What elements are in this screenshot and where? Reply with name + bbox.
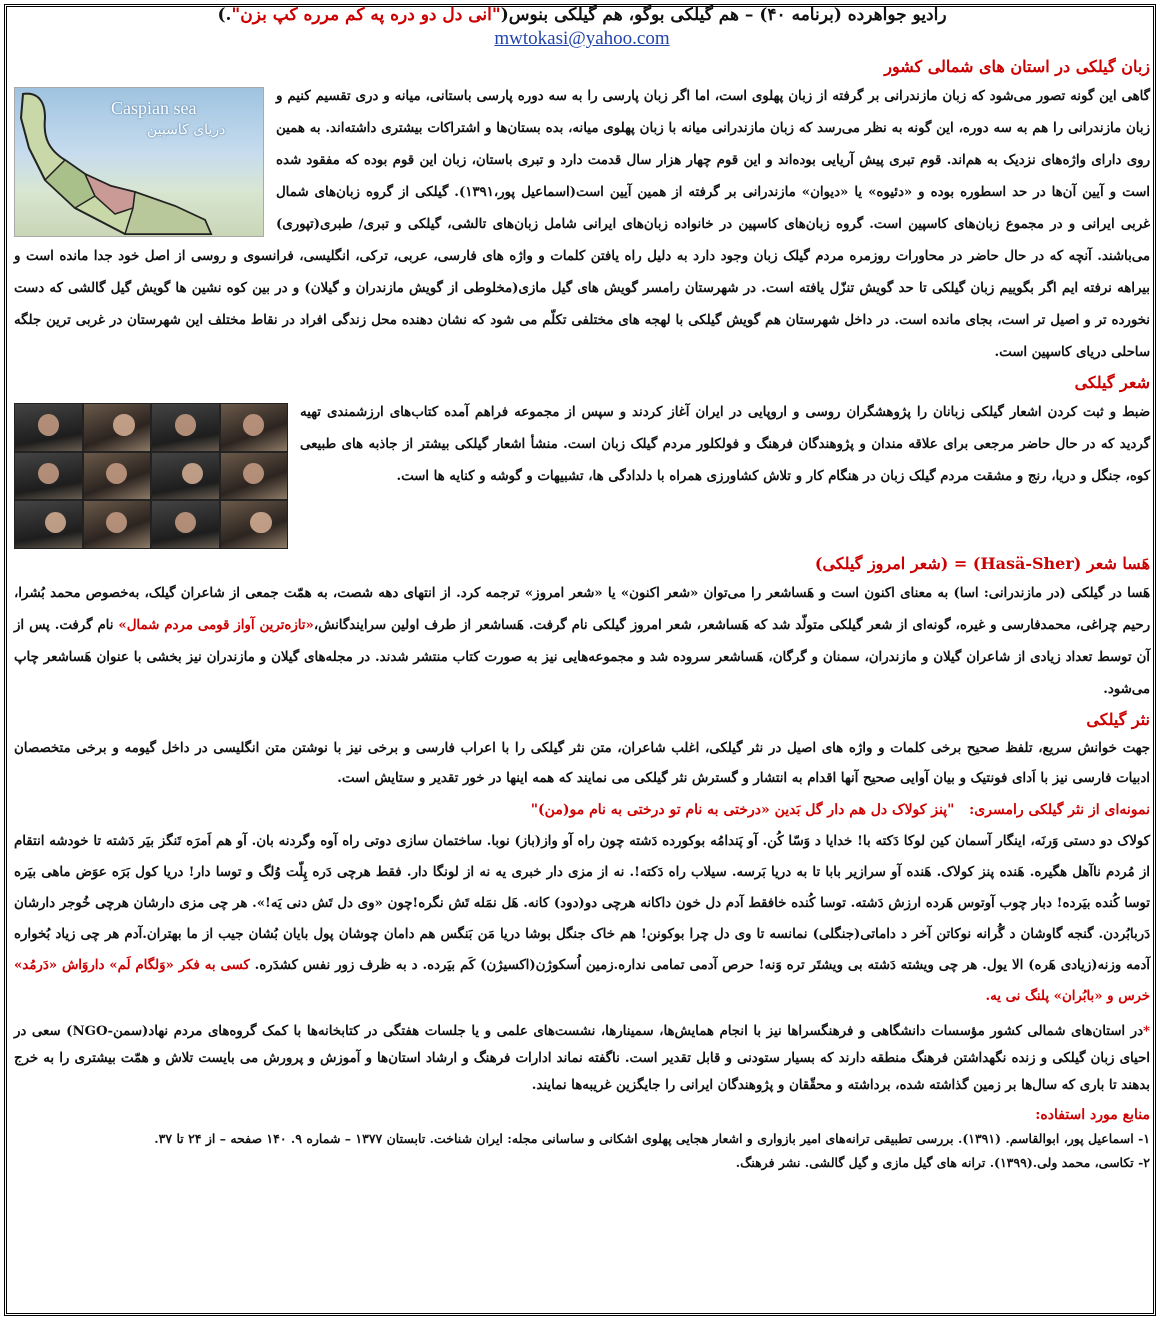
section-heading-hasa-sher: هَسا شعر (Hasä-Sher) = (شعر امروز گیلکی) [814,554,1150,573]
references-section [14,1103,1150,1175]
photo-tile [221,453,288,500]
photo-tile [221,501,288,548]
institutions-text: در استان‌های شمالی کشور مؤسسات دانشگاهی و فرهنگسراها نیز با انجام همایش‌ها، سمینارها، نشست‌های علمی و یا جلسات هفتگی در کتابخانه‌ها با کمک گروه‌های مردم نهاد(سمن-NGO) سعی در احیای زبان گیلکی و زنده نگهداشتن فرهنگ منطقه دارند که بسیار ستودنی و قابل تقدیر است. ناگفته نماند ادارات فرهنگ و ارشاد استان‌ها و آموزش و پرورش می بایست تلاش و همّت بیشتری را به خرج بدهند تا باری که سال‌ها بر زمین گذاشته شده، برداشته و محقّقان و پژوهندگان ایرانی را جایگزین غریبه‌ها نمایند. [14,1024,1150,1093]
map-label-en: Caspian sea [111,98,197,118]
hasa-body-b: نام گرفت. پس از آن توسط تعداد زیادی از شاعران گیلان و مازندران، سمنان و گرگان، هَساشعر سروده شد و مجموعه‌هایی نیز به صورت کتاب منتشر شدند. در مجله‌های گیلان و مازندران نیز بخشی با عنوان هَساشعر چاپ می‌شود. [14,618,1150,697]
photo-tile [152,501,219,548]
map-label-fa: دریای کاسپین [147,122,226,138]
star-icon: * [1143,1024,1150,1039]
reference-item: ۱- اسماعیل پور، ابوالقاسم. (۱۳۹۱). بررسی تطبیقی ترانه‌های امیر بازواری و اشعار هجایی پهلوی اشکانی و ساسانی مجله: ایران شناخت. تابستان ۱۳۷۷ – شماره ۹. ۱۴۰ صفحه – از ۲۴ تا ۳۷. [154,1131,1150,1146]
photo-tile [84,453,151,500]
section-body-institutions [14,1018,1150,1099]
hasa-body-a: هَسا در گیلکی (در مازندرانی: اسا) به معنای اکنون است و هَساشعر را می‌توان «شعر اکنون» یا «شعر امروز» ترجمه کرد. از انتهای دهه شصت، به همّت جمعی از شاعران گیلک، به‌خصوص محمد بُشرا، رحیم چراغی، محمدفارسی و غیره، گونه‌ای از شعر گیلکی متولّد شد که هَساشعر، شعر امروز گیلکی نام گرفت. هَساشعر از طرف اولین سرایندگانش، [14,586,1150,633]
photo-tile [15,404,82,451]
prose-sample-label: نمونه‌ای از نثر گیلکی رامسری: [969,802,1150,818]
section-body-gilaki-poetry: ضبط و ثبت کردن اشعار گیلکی زبانان را پژوهشگران روسی و اروپایی در ایران آغاز کردند و سپس از مجموعه فراهم آمده کتاب‌های ارزشمندی تهیه گردید که در حال حاضر مرجعی برای علاقه مندان و پژوهندگان فرهنگ و فولکلور مردم گیلک زبان است. منشأ اشعار گیلکی بیشتر از جاذبه های طبیعی کوه، جنگل و دریا، رنج و مشقت مردم گیلک زبان در هنگام کار و تلاش کشاورزی همراه با دلدادگی ها، تشبیهات و گوشه و کنایه ها است. [300,405,1150,484]
section-body-hasa-sher [14,578,1150,706]
hasa-body-red: «تازه‌ترین آواز قومی مردم شمال» [118,618,314,633]
title-end: .) [217,5,232,25]
prose-sample-red: کسی به فکر «وَلگام لَم» داروَاش «دَرمُد» خرس و «بابُران» پلنگ نی یه. [14,958,1150,1004]
photo-tile [152,404,219,451]
title-main: رادیو جواهرده (برنامه ۴۰) – هم گیلکی بوگو، هم گیلکی بنوس( [500,5,947,25]
poets-photo-collage [14,403,288,549]
page-title [14,4,1150,26]
photo-tile [15,501,82,548]
section-heading-gilaki-prose: نثر گیلکی [1086,710,1150,729]
prose-sample-body [14,826,1150,1012]
photo-tile [15,453,82,500]
references-heading: منابع مورد استفاده: [1035,1107,1150,1123]
section-body-gilaki-language: گاهی این گونه تصور می‌شود که زبان مازندرانی بر گرفته از زبان پهلوی است، اما اگر زبان پارسی را به سه دوره پارسی باستانی، میانه و دری تقسیم کنیم و زبان مازندرانی را هم به سه دوره، این گونه به نظر می‌رسد که زبان مازندرانی میانه با زبان پهلوی میانه، بده بستان‌ها و اشتراکات بیشتری داشته‌اند. به همین روی دارای واژه‌های نزدیک به هم‌اند. قوم تبری پیش آریایی بوده‌اند و این قوم چهار هزار سال قدمت دارد و تبری باستان، زبان این قوم بوده که مفقود شده است و آیین آن‌ها در حد اسطوره بوده و «دئیوه» یا «دیوان» مازندرانی بر گرفته از همین آیین است(اسماعیل پور،۱۳۹۱). گیلکی از گروه زبان‌های شمال غربی ایرانی و در مجموع زبان‌های کاسپین است. گروه زبان‌های کاسپین در خانواده زبان‌های ایرانی شامل زبان‌های تالشی، گیلکی و تبری/ طبری(تپوری) می‌باشند. آنچه که در حال حاضر در محاورات روزمره مردم گیلک زبان وجود دارد به دلیل راه یافتن کلمات و واژه های فارسی، عربی، ترکی، انگلیسی، فرانسوی و روسی از اصل خود جدا مانده است و بیراهه نرفته ایم اگر بگوییم زبان گیلکی تا حد گویش تنزّل یافته است. در شهرستان رامسر گویش های گیل مازی(مخلوطی از گویش مازندران و گیلان) و در بین کوه نشین ها گویش گیل گالشی که دست نخورده تر و اصیل تر است، بجای مانده است. در داخل شهرستان هم گویش گیلکی با لهجه های مختلفی تکلّم می شود که نشان دهنده محل زندگی افراد در نقاط مختلف این شهرستان در غربی ترین جلگه ساحلی دریای کاسپین است. [14,89,1150,360]
section-heading-gilaki-poetry: شعر گیلکی [1074,373,1150,392]
document-page [14,4,1150,1316]
caspian-map-image [14,87,264,237]
reference-item: ۲- تکاسی، محمد ولی.(۱۳۹۹). ترانه های گیل مازی و گیل گالشی. نشر فرهنگ. [735,1155,1150,1170]
photo-tile [84,404,151,451]
prose-sample-heading [14,796,1150,824]
prose-sample-title: "پنز کولاک دل هم دار گل بَدین «درختی به نام تو درختی به نام مو(من)" [530,802,955,818]
photo-tile [84,501,151,548]
section-body-gilaki-prose: جهت خوانش سریع، تلفظ صحیح برخی کلمات و واژه های اصیل در نثر گیلکی، اغلب شاعران، متن نثر گیلکی را با اعراب فارسی و برخی نیز با نوشتن متن انگلیسی در داخل گیومه و برخی متخصصان ادبیات فارسی نیز با اَدای فونتیک و بیان آوایی صحیح آنها اقدام به انتشار و گسترش نثر گیلکی می نمایند که همه اینها در خور تقدیر و ستایش است. [14,741,1150,786]
photo-tile [152,453,219,500]
title-quote: "انی دل دو دره په کم مرره کپ بزن" [231,5,501,25]
photo-tile [221,404,288,451]
section-heading-gilaki-language: زبان گیلکی در استان های شمالی کشور [884,57,1150,76]
email-link[interactable]: mwtokasi@yahoo.com [494,28,670,49]
prose-sample-text: کولاک دو دستی وَرنَه، اینگار آسمان کین لوکا دَکته با! خدایا د وَسّا کُن. آو پَندامُه بوکورده دَشته چون راه آو واز(باز) نوبا. ساختمان سازی دوتی راه آوه وگردنه بان. آو هم اَمرَه تَنگز بیَر دَشته تا خودشه انتقام از مُردم ناآهل هگیره. هَنده پنز کولاک. هَنده آو سرازیر بابا تا به دریا بَرسه. سیلاب راه دَکته!. نه از مزی دار خبری یه نه از لونگا دار. فقط هرچی دَره پِلّت وُلگ و توسا دار! دریا کول بَرَه عوَض ماهی بیَره توسا کُنده بیَرده! دبار چوب آوتوس هَرده ارزش دَشته. توسا کُنده خافقط آدم دل خون داکانه هرچی دو(دود) کانه. هَل نمَله تَش نگره!چون «وی دل تَش دنی یَه!». هر چی مزی دارشان هرچی خُوجر دارشان دَربابُردن. گنجه گاوشان د گُرانه نوکاتن آخر د داماتی(جنگلی) نمانسه تا وی دل چرا بوکونن! هم خاک جنگل بوشا دریا مَن بَنگس هم دامان چوشان پول بایان بُشان جیب از ما بهتران.آدم هر چی زیاد بُخواره آدمه وزنه(زیادی هَره) الا یول. هر چی ویشته دَشته بی ویشتَر تره وَنه! حرص آدمی تمامی نداره.زمین اُسکوژن(اکسیژن) کَم بیَرده. د به ظرف زور نفس کشدَره. [14,834,1150,973]
